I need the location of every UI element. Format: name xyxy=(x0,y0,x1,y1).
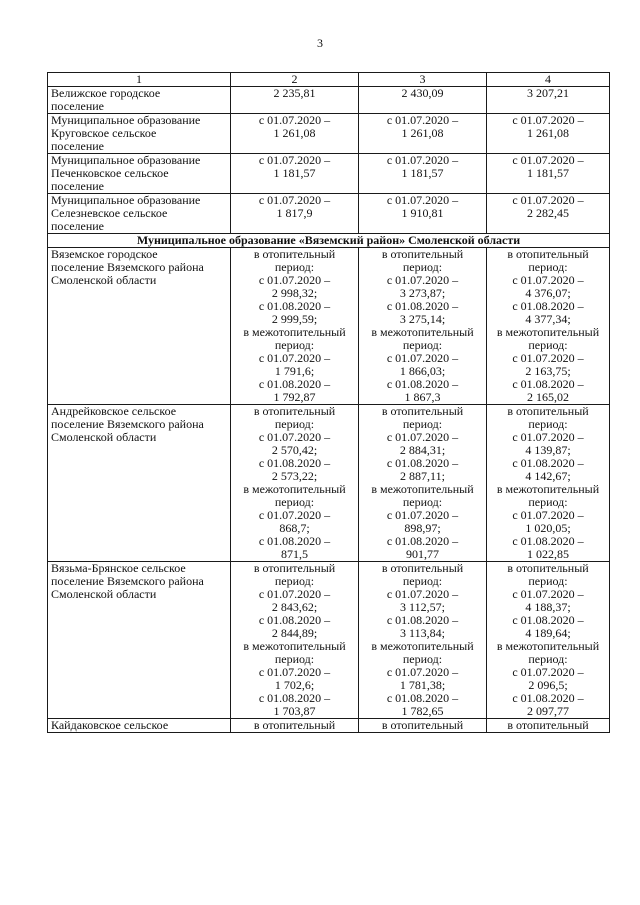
cell-line: в отопительный xyxy=(381,404,464,418)
cell-line: с 01.07.2020 – xyxy=(258,193,331,207)
cell-line: 2 884,31; xyxy=(399,443,446,457)
cell-line: с 01.07.2020 – xyxy=(386,113,459,127)
cell-line: с 01.07.2020 – xyxy=(512,153,584,167)
cell-line: с 01.08.2020 – xyxy=(258,613,331,627)
cell-line: 2 163,75; xyxy=(525,364,571,378)
cell-line: с 01.08.2020 – xyxy=(512,299,584,313)
cell-line: с 01.07.2020 – xyxy=(386,351,459,365)
cell-line: 871,5 xyxy=(281,547,308,561)
municipality-name-cell xyxy=(48,562,231,719)
cell-line: период: xyxy=(274,260,315,274)
cell-line: с 01.08.2020 – xyxy=(386,534,459,548)
cell-line: с 01.07.2020 – xyxy=(258,430,331,444)
cell-line: в межотопительный xyxy=(371,482,474,496)
cell-line: поселение Вяземского района xyxy=(51,417,204,431)
cell-line: в отопительный xyxy=(253,247,336,261)
tariff-cell-column-4 xyxy=(487,194,610,234)
cell-line: с 01.07.2020 – xyxy=(512,430,584,444)
column-header-2: 2 xyxy=(231,73,359,87)
tariff-cell-column-3 xyxy=(359,562,487,719)
cell-line: 2 235,81 xyxy=(273,86,316,100)
tariff-cell-column-4 xyxy=(487,154,610,194)
cell-line: с 01.08.2020 – xyxy=(258,377,331,391)
cell-line: в межотопительный xyxy=(496,639,600,653)
cell-line: период: xyxy=(528,652,568,666)
cell-line: период: xyxy=(528,495,568,509)
tariff-cell-column-3 xyxy=(359,719,487,733)
cell-line: период: xyxy=(528,574,568,588)
cell-line: 2 998,32; xyxy=(271,286,318,300)
municipality-name-cell xyxy=(48,194,231,234)
cell-line: с 01.07.2020 – xyxy=(386,193,459,207)
cell-line: с 01.07.2020 – xyxy=(386,430,459,444)
tariff-cell-column-2 xyxy=(231,194,359,234)
cell-line: с 01.08.2020 – xyxy=(386,299,459,313)
cell-line: период: xyxy=(402,652,443,666)
cell-line: с 01.08.2020 – xyxy=(512,377,584,391)
cell-line: с 01.07.2020 – xyxy=(512,273,584,287)
cell-line: 4 142,67; xyxy=(525,469,571,483)
cell-line: с 01.07.2020 – xyxy=(512,113,584,127)
cell-line: с 01.07.2020 – xyxy=(258,587,331,601)
cell-line: в отопительный xyxy=(507,247,589,261)
cell-line: 1 181,57 xyxy=(401,166,444,180)
table-row xyxy=(48,87,610,114)
cell-line: с 01.08.2020 – xyxy=(386,456,459,470)
cell-line: 3 273,87; xyxy=(399,286,446,300)
municipality-name-cell xyxy=(48,405,231,562)
tariff-cell-column-4 xyxy=(487,248,610,405)
cell-line: с 01.07.2020 – xyxy=(258,665,331,679)
cell-line: с 01.08.2020 – xyxy=(512,534,584,548)
cell-line: с 01.08.2020 – xyxy=(386,377,459,391)
cell-line: в отопительный xyxy=(507,561,589,575)
cell-line: поселение xyxy=(51,219,105,233)
cell-line: период: xyxy=(528,260,568,274)
column-header-4: 4 xyxy=(487,73,610,87)
cell-line: Смоленской области xyxy=(51,587,157,601)
cell-line: с 01.07.2020 – xyxy=(258,273,331,287)
cell-line: 3 275,14; xyxy=(399,312,446,326)
cell-line: 2 844,89; xyxy=(271,626,318,640)
cell-line: с 01.07.2020 – xyxy=(386,587,459,601)
tariff-cell-column-3 xyxy=(359,405,487,562)
table-row xyxy=(48,405,610,562)
tariff-cell-column-4 xyxy=(487,87,610,114)
cell-line: 2 573,22; xyxy=(271,469,318,483)
cell-line: Вяземское городское xyxy=(51,247,158,261)
cell-line: 868,7; xyxy=(279,521,310,535)
section-title: Муниципальное образование «Вяземский район» Смоленской области xyxy=(48,234,610,248)
cell-line: 1 181,57 xyxy=(273,166,316,180)
cell-line: 4 377,34; xyxy=(525,312,571,326)
cell-line: период: xyxy=(402,574,443,588)
cell-line: период: xyxy=(274,574,315,588)
cell-line: 2 282,45 xyxy=(527,206,569,220)
cell-line: 2 570,42; xyxy=(271,443,318,457)
cell-line: 1 703,87 xyxy=(273,704,316,718)
cell-line: 901,77 xyxy=(406,547,439,561)
cell-line: в межотопительный xyxy=(371,325,474,339)
cell-line: с 01.08.2020 – xyxy=(258,299,331,313)
cell-line: с 01.07.2020 – xyxy=(386,665,459,679)
tariff-cell-column-2 xyxy=(231,114,359,154)
cell-line: период: xyxy=(402,260,443,274)
cell-line: с 01.07.2020 – xyxy=(512,193,584,207)
cell-line: период: xyxy=(528,417,568,431)
cell-line: Печенковское сельское xyxy=(51,166,169,180)
municipality-name-cell xyxy=(48,114,231,154)
tariff-cell-column-4 xyxy=(487,405,610,562)
cell-line: 2 096,5; xyxy=(528,678,568,692)
cell-line: с 01.08.2020 – xyxy=(258,691,331,705)
cell-line: период: xyxy=(274,495,315,509)
section-header-row xyxy=(48,234,610,248)
tariff-cell-column-3 xyxy=(359,87,487,114)
cell-line: с 01.07.2020 – xyxy=(512,587,584,601)
table-header-row xyxy=(48,73,610,87)
tariff-cell-column-4 xyxy=(487,114,610,154)
cell-line: с 01.08.2020 – xyxy=(258,456,331,470)
cell-line: 4 139,87; xyxy=(525,443,571,457)
cell-line: Кайдаковское сельское xyxy=(51,718,169,732)
cell-line: с 01.07.2020 – xyxy=(512,665,584,679)
tariff-cell-column-3 xyxy=(359,194,487,234)
page-number: 3 xyxy=(317,36,323,50)
cell-line: с 01.07.2020 – xyxy=(386,153,459,167)
cell-line: 2 430,09 xyxy=(401,86,444,100)
cell-line: с 01.07.2020 – xyxy=(512,351,584,365)
cell-line: Смоленской области xyxy=(51,273,157,287)
cell-line: 3 113,84; xyxy=(400,626,445,640)
cell-line: Вязьма-Брянское сельское xyxy=(51,561,186,575)
tariff-cell-column-2 xyxy=(231,154,359,194)
cell-line: Смоленской области xyxy=(51,430,157,444)
tariff-cell-column-2 xyxy=(231,719,359,733)
cell-line: в межотопительный xyxy=(496,482,600,496)
table-row xyxy=(48,248,610,405)
cell-line: поселение xyxy=(51,139,105,153)
cell-line: 2 887,11; xyxy=(400,469,445,483)
cell-line: в межотопительный xyxy=(243,482,346,496)
cell-line: 1 781,38; xyxy=(399,678,446,692)
cell-line: 2 999,59; xyxy=(271,312,318,326)
cell-line: поселение Вяземского района xyxy=(51,260,204,274)
tariff-cell-column-4 xyxy=(487,719,610,733)
cell-line: 1 791,6; xyxy=(274,364,315,378)
cell-line: период: xyxy=(274,417,315,431)
cell-line: период: xyxy=(274,652,315,666)
cell-line: 1 792,87 xyxy=(273,390,316,404)
cell-line: 1 181,57 xyxy=(527,166,569,180)
cell-line: в отопительный xyxy=(507,404,589,418)
cell-line: поселение xyxy=(51,99,105,113)
cell-line: 1 020,05; xyxy=(525,521,571,535)
table-row xyxy=(48,194,610,234)
cell-line: с 01.08.2020 – xyxy=(386,613,459,627)
cell-line: с 01.08.2020 – xyxy=(386,691,459,705)
cell-line: период: xyxy=(528,338,568,352)
tariff-cell-column-2 xyxy=(231,562,359,719)
cell-line: в межотопительный xyxy=(371,639,474,653)
cell-line: 2 097,77 xyxy=(527,704,569,718)
municipality-name-cell xyxy=(48,154,231,194)
table-row xyxy=(48,154,610,194)
cell-line: с 01.07.2020 – xyxy=(258,113,331,127)
cell-line: 1 910,81 xyxy=(401,206,444,220)
cell-line: период: xyxy=(274,338,315,352)
municipality-name-cell xyxy=(48,87,231,114)
cell-line: с 01.07.2020 – xyxy=(512,508,584,522)
cell-line: 4 189,64; xyxy=(525,626,571,640)
tariff-cell-column-2 xyxy=(231,87,359,114)
cell-line: 1 702,6; xyxy=(274,678,315,692)
cell-line: в отопительный xyxy=(253,561,336,575)
cell-line: 1 261,08 xyxy=(273,126,316,140)
cell-line: в отопительный xyxy=(507,718,589,732)
table-row xyxy=(48,719,610,733)
tariff-cell-column-3 xyxy=(359,248,487,405)
cell-line: поселение xyxy=(51,179,105,193)
cell-line: с 01.08.2020 – xyxy=(512,613,584,627)
cell-line: в отопительный xyxy=(253,718,336,732)
cell-line: в отопительный xyxy=(381,247,464,261)
cell-line: Селезневское сельское xyxy=(51,206,168,220)
cell-line: Муниципальное образование xyxy=(51,153,201,167)
cell-line: в межотопительный xyxy=(496,325,600,339)
cell-line: с 01.07.2020 – xyxy=(258,153,331,167)
column-header-3: 3 xyxy=(359,73,487,87)
cell-line: с 01.07.2020 – xyxy=(258,508,331,522)
cell-line: 1 817,9 xyxy=(276,206,313,220)
tariff-cell-column-3 xyxy=(359,114,487,154)
tariff-cell-column-2 xyxy=(231,248,359,405)
cell-line: в отопительный xyxy=(381,561,464,575)
cell-line: с 01.08.2020 – xyxy=(258,534,331,548)
cell-line: в межотопительный xyxy=(243,639,346,653)
cell-line: период: xyxy=(402,338,443,352)
cell-line: период: xyxy=(402,495,443,509)
cell-line: 3 207,21 xyxy=(527,86,569,100)
cell-line: с 01.07.2020 – xyxy=(258,351,331,365)
cell-line: 1 261,08 xyxy=(527,126,569,140)
table-row xyxy=(48,114,610,154)
tariff-cell-column-2 xyxy=(231,405,359,562)
cell-line: 4 376,07; xyxy=(525,286,571,300)
cell-line: с 01.07.2020 – xyxy=(386,273,459,287)
tariff-cell-column-3 xyxy=(359,154,487,194)
cell-line: 3 112,57; xyxy=(400,600,445,614)
cell-line: 1 261,08 xyxy=(401,126,444,140)
cell-line: 898,97; xyxy=(404,521,441,535)
cell-line: Велижское городское xyxy=(51,86,161,100)
cell-line: Андрейковское сельское xyxy=(51,404,177,418)
tariff-cell-column-4 xyxy=(487,562,610,719)
cell-line: 1 867,3 xyxy=(404,390,441,404)
table-row xyxy=(48,562,610,719)
cell-line: период: xyxy=(402,417,443,431)
cell-line: поселение Вяземского района xyxy=(51,574,204,588)
cell-line: 4 188,37; xyxy=(525,600,571,614)
cell-line: 1 022,85 xyxy=(527,547,569,561)
cell-line: в отопительный xyxy=(381,718,464,732)
cell-line: с 01.08.2020 – xyxy=(512,456,584,470)
tariff-table xyxy=(47,72,610,733)
cell-line: Круговское сельское xyxy=(51,126,157,140)
cell-line: 2 843,62; xyxy=(271,600,318,614)
column-header-1: 1 xyxy=(48,73,231,87)
cell-line: в межотопительный xyxy=(243,325,346,339)
cell-line: 2 165,02 xyxy=(527,390,569,404)
cell-line: 1 866,03; xyxy=(399,364,446,378)
cell-line: в отопительный xyxy=(253,404,336,418)
cell-line: с 01.07.2020 – xyxy=(386,508,459,522)
cell-line: Муниципальное образование xyxy=(51,113,201,127)
cell-line: Муниципальное образование xyxy=(51,193,201,207)
municipality-name-cell xyxy=(48,248,231,405)
cell-line: 1 782,65 xyxy=(401,704,444,718)
municipality-name-cell xyxy=(48,719,231,733)
cell-line: с 01.08.2020 – xyxy=(512,691,584,705)
